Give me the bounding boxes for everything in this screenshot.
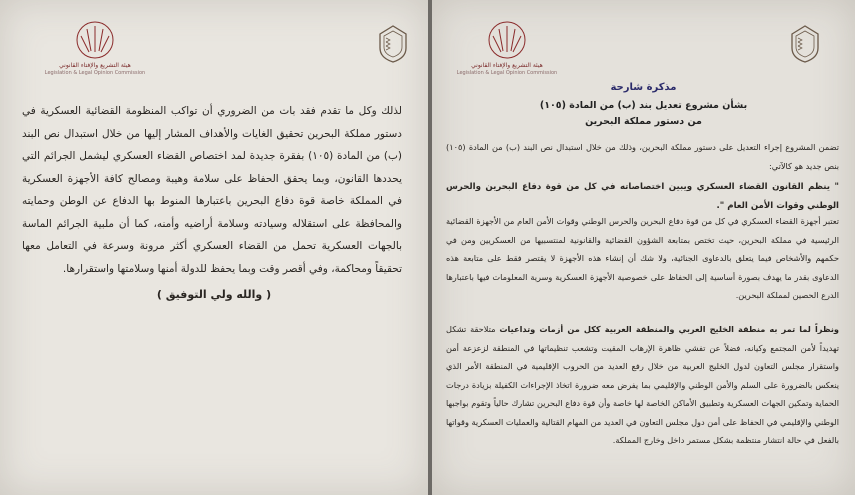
right-org-name-en: Legislation & Legal Opinion Commission [456,70,558,76]
left-header [0,8,428,78]
right-paragraph-3-lead: ونظراً لما تمر به منطقة الخليج العربي والمنطقة العربية ككل من أزمات وتداعيات [499,324,839,334]
right-paragraph-2: تعتبر أجهزة القضاء العسكري في كل من قوة دفاع البحرين والحرس الوطني وقوات الأمن العام من الأجهزة القضائية الرئيسية في مملكة البحرين، حيث تختص بمتابعة الشؤون القضائية والقانونية لمنتسبيها من العسكريين ومن في حكمهم والأشخاص فيما يتعلق بالدعاوى الجنائية، ولا شك أن إنشاء هذه الأجهزة لا يقتصر فقط على متابعة هذه الدعاوى بقدر ما يهدف بصورة أساسية إلى الحفاظ على خصوصية الأجهزة العسكرية وسرية المعلومات فيها باعتبارها الدرع الحصين لمملكة البحرين. [446,216,839,300]
right-header [432,8,855,78]
commission-logo-icon [485,18,529,62]
left-org-name: هيئة التشريع والإفتاء القانوني [59,62,131,69]
bahrain-emblem-icon [784,22,826,64]
bahrain-emblem-icon [372,22,414,64]
left-org-name-en: Legislation & Legal Opinion Commission [44,70,146,76]
left-state-emblem [372,22,414,64]
commission-logo-icon [73,18,117,62]
left-org-logo [30,18,160,77]
left-closing: ( والله ولي التوفيق ) [156,288,272,301]
right-paragraph-3-text: متلاحقة تشكل تهديداً لأمن المجتمع وكيانه، فضلاً عن تفشي ظاهرة الإرهاب المقيت وتشعب تنظيماتها في المنطقة لزعزعة أمن واستقرار مجلس التعاون لدول الخليج العربية من خلال رفع العديد من الحروب الإقليمية في المنطقة الأمر الذي ينعكس بالضرورة على السلم والأمن الوطني والإقليمي بما يفرض معه ضرورة اتخاذ الإجراءات الكفيلة بزيادة درجات الحماية وتمكين الجهات العسكرية وتطبيق الأماكن الخاصة لها خاصة وأن قوة دفاع البحرين تشارك حالياً وتقوم بواجبها الوطني والإقليمي في الحفاظ على أمن دول مجلس التعاون في العديد من المهام القتالية والعمليات العسكرية وقواتها بالفعل في حالة انتشار منتظمة بشكل مستمر داخل وخارج المملكة. [446,324,839,445]
right-page [432,0,855,495]
left-body-text: لذلك وكل ما تقدم فقد بات من الضروري أن تواكب المنظومة القضائية العسكرية في دستور مملكة البحرين تحقيق الغايات والأهداف المشار إليها من خلال استبدال نص البند (ب) من المادة (١٠٥) بفقرة جديدة لمد اختصاص القضاء العسكري ليشمل الجرائم التي يحددها القانون، وبما يحقق الحفاظ على سلامة وهيبة ومصالح كافة الأجهزة العسكرية في المملكة خاصة قوة دفاع البحرين باعتبارها المنوط بها الدفاع عن الوطن وحمايته والمحافظة على استقلاله وسيادته وسلامة أراضيه وأمنه، كما أن ملبية الجرائم الماسة بالجهات العسكرية تحمل من القضاء العسكري أكثر مرونة وسرعة في التعامل معها تحقيقاً ومحاكمة، وفي أقصر وقت وبما يحفظ للدولة أمنها وسلامتها واستقرارها. [22,105,402,275]
memo-title: مذكرة شارحة [610,82,677,93]
right-paragraph-1: تضمن المشروع إجراء التعديل على دستور مملكة البحرين، وذلك من خلال استبدال نص البند (ب) من المادة (١٠٥) بنص جديد هو كالآتي: [446,142,839,171]
right-org-logo [442,18,572,77]
right-paragraph-3 [446,320,839,450]
right-org-name: هيئة التشريع والإفتاء القانوني [471,62,543,69]
memo-subtitle-line2: من دستور مملكة البحرين [585,116,702,127]
right-state-emblem [784,22,826,64]
memo-subtitle-line1: بشأن مشروع تعديل بند (ب) من المادة (١٠٥) [539,100,748,111]
right-quoted-amendment: " ينظم القانون القضاء العسكري ويبين اختصاصاته في كل من قوة دفاع البحرين والحرس الوطني وقوات الأمن العام ". [446,182,839,211]
